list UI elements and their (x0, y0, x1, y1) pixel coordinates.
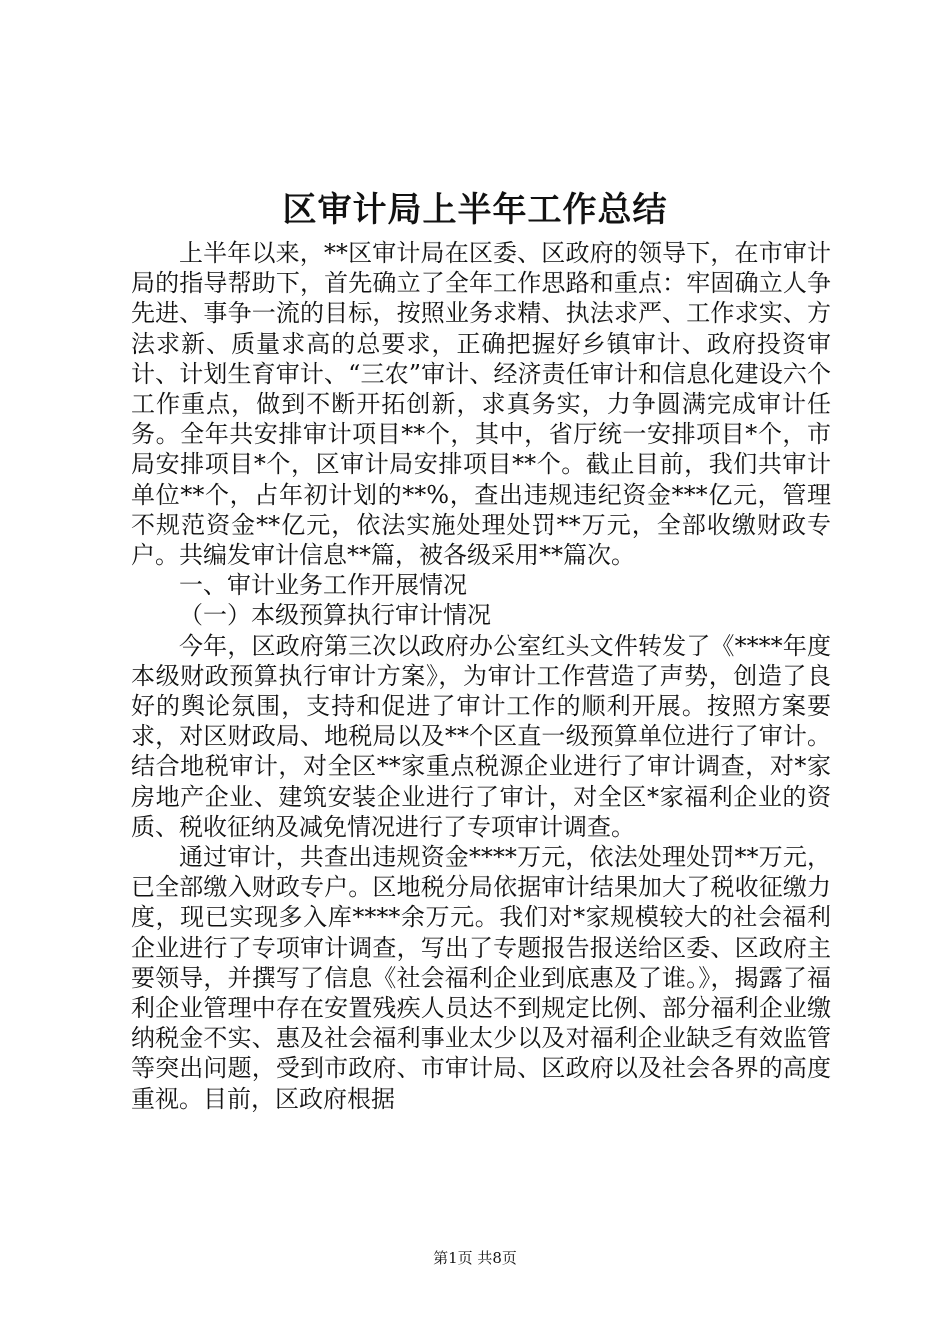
page-footer: 第1页 共8页 (433, 1249, 517, 1267)
document-body (131, 238, 831, 1114)
paragraph-intro: 上半年以来，**区审计局在区委、区政府的领导下，在市审计局的指导帮助下，首先确立了全年工作思路和重点：牢固确立人争先进、事争一流的目标，按照业务求精、执法求严、工作求实、方法求新、质量求高的总要求，正确把握好乡镇审计、政府投资审计、计划生育审计、“三农”审计、经济责任审计和信息化建设六个工作重点，做到不断开拓创新，求真务实，力争圆满完成审计任务。全年共安排审计项目**个，其中，省厅统一安排项目*个，市局安排项目*个，区审计局安排项目**个。截止目前，我们共审计单位**个，占年初计划的**%，查出违规违纪资金***亿元，管理不规范资金**亿元，依法实施处理处罚**万元，全部收缴财政专户。共编发审计信息**篇，被各级采用**篇次。 (131, 239, 831, 570)
paragraph-budget-audit: 今年，区政府第三次以政府办公室红头文件转发了《****年度本级财政预算执行审计方案》，为审计工作营造了声势，创造了良好的舆论氛围，支持和促进了审计工作的顺利开展。按照方案要求，对区财政局、地税局以及**个区直一级预算单位进行了审计。结合地税审计，对全区**家重点税源企业进行了审计调查，对*家房地产企业、建筑安装企业进行了审计，对全区*家福利企业的资质、税收征纳及减免情况进行了专项审计调查。 (131, 631, 831, 841)
paragraph-audit-results: 通过审计，共查出违规资金****万元，依法处理处罚**万元，已全部缴入财政专户。区地税分局依据审计结果加大了税收征缴力度，现已实现多入库****余万元。我们对*家规模较大的社会福利企业进行了专项审计调查，写出了专题报告报送给区委、区政府主要领导，并撰写了信息《社会福利企业到底惠及了谁。》，揭露了福利企业管理中存在安置残疾人员达不到规定比例、部分福利企业缴纳税金不实、惠及社会福利事业太少以及对福利企业缺乏有效监管等突出问题，受到市政府、市审计局、区政府以及社会各界的高度重视。目前，区政府根据 (131, 843, 831, 1113)
subsection-heading: （一）本级预算执行审计情况 (179, 601, 491, 630)
section-heading: 一、审计业务工作开展情况 (179, 571, 467, 600)
document-title: 区审计局上半年工作总结 (282, 190, 668, 230)
